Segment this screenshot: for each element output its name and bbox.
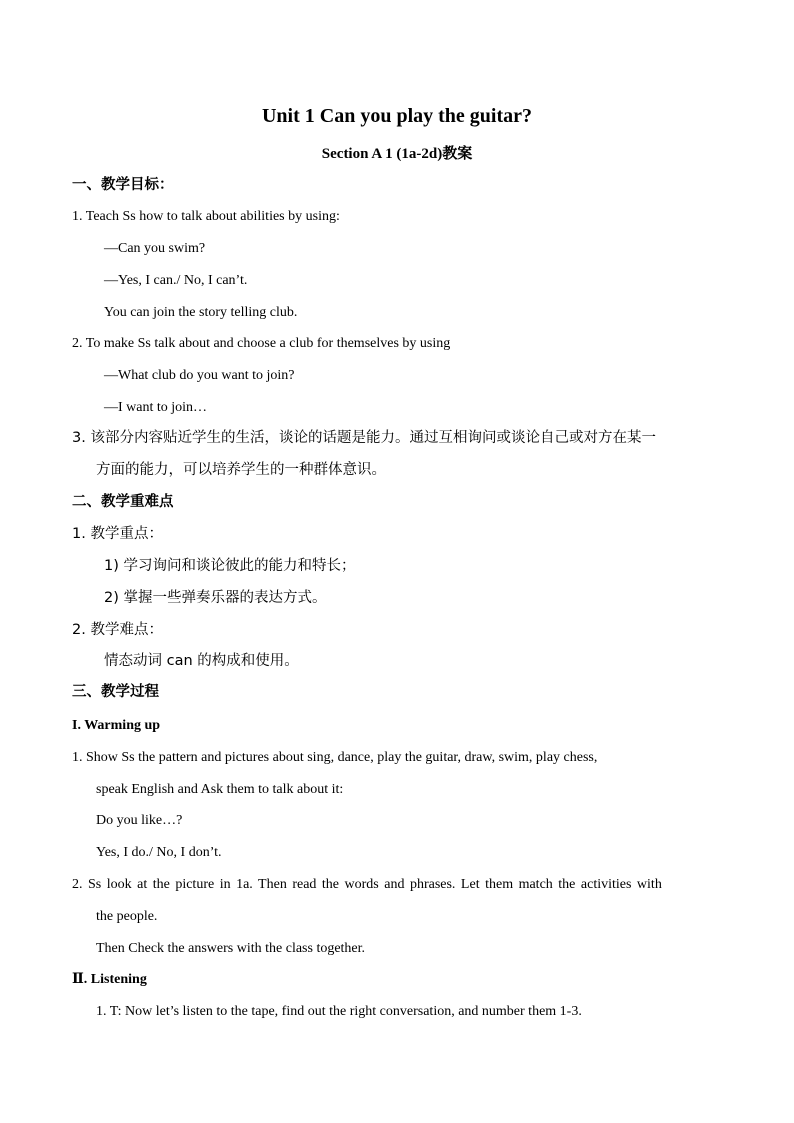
warming-up-1-line-b: speak English and Ask them to talk about it:: [96, 782, 344, 797]
warming-up-1-line-c: Do you like…?: [96, 813, 183, 828]
key-point-1-item-a: 1) 学习询问和谈论彼此的能力和特长；: [104, 558, 356, 574]
section-objectives-heading: 一、教学目标：: [72, 177, 174, 193]
key-point-1: 1. 教学重点：: [72, 526, 163, 542]
warming-up-2-line-b: the people.: [96, 909, 158, 924]
listening-heading: Ⅱ. Listening: [72, 972, 147, 987]
objective-2-line-b: —I want to join…: [104, 400, 208, 415]
objective-2-line-a: —What club do you want to join?: [104, 368, 295, 383]
objective-2: 2. To make Ss talk about and choose a club for themselves by using: [72, 336, 451, 351]
page-title: Unit 1 Can you play the guitar?: [261, 105, 533, 127]
warming-up-1-line-a: 1. Show Ss the pattern and pictures about sing, dance, play the guitar, draw, swim, play chess,: [72, 750, 598, 765]
key-point-1-item-b: 2) 掌握一些弹奏乐器的表达方式。: [104, 590, 327, 606]
warming-up-1-line-d: Yes, I do./ No, I don’t.: [96, 845, 222, 860]
page-subtitle: Section A 1 (1a-2d)教案: [321, 146, 473, 162]
key-point-2: 2. 教学难点：: [72, 622, 163, 638]
warming-up-2-line-c: Then Check the answers with the class together.: [96, 941, 366, 956]
objective-1-line-c: You can join the story telling club.: [104, 305, 298, 320]
objective-1-line-a: —Can you swim?: [104, 241, 206, 256]
section-process-heading: 三、教学过程: [72, 684, 159, 700]
section-key-points-heading: 二、教学重难点: [72, 494, 174, 510]
key-point-2-item: 情态动词 can 的构成和使用。: [104, 653, 299, 669]
warming-up-heading: I. Warming up: [72, 718, 161, 733]
listening-1: 1. T: Now let’s listen to the tape, find out the right conversation, and number them 1-3.: [96, 1004, 582, 1019]
warming-up-2-line-a: 2. Ss look at the picture in 1a. Then read the words and phrases. Let them match the activities with: [72, 877, 662, 892]
objective-1: 1. Teach Ss how to talk about abilities by using:: [72, 209, 340, 224]
objective-1-line-b: —Yes, I can./ No, I can’t.: [104, 273, 248, 288]
objective-3-line-b: 方面的能力，可以培养学生的一种群体意识。: [96, 462, 386, 478]
objective-3-line-a: 3. 该部分内容贴近学生的生活，谈论的话题是能力。通过互相询问或谈论自己或对方在某一: [72, 430, 656, 446]
